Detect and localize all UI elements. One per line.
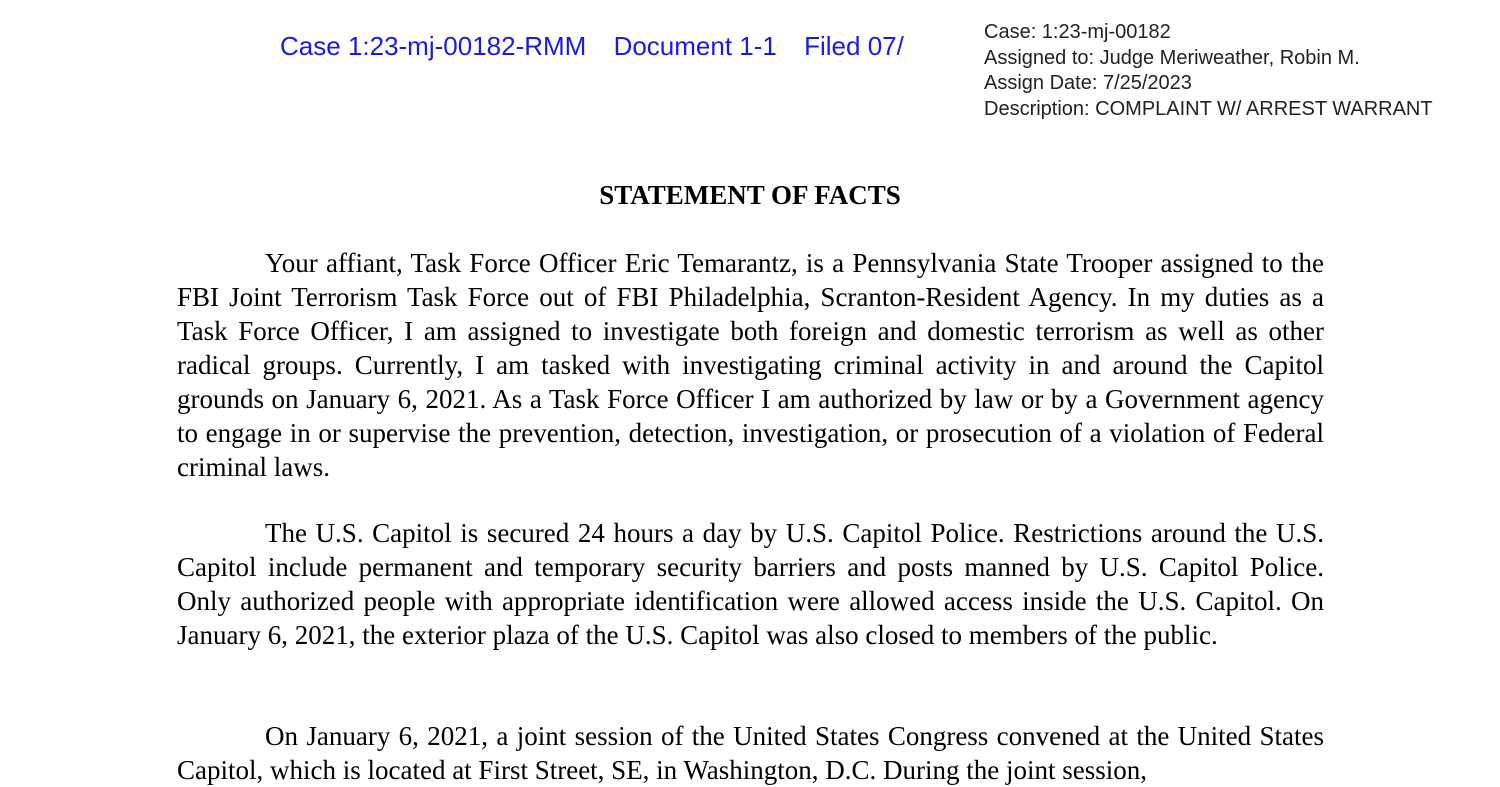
paragraph-3: On January 6, 2021, a joint session of the United States Congress convened at the United States Capitol, which is located at First Street, SE, in Washington, D.C. During the joint session, (177, 721, 1324, 785)
stamp-assigned: Assigned to: Judge Meriweather, Robin M. (984, 46, 1360, 69)
case-number: Case 1:23-mj-00182-RMM (280, 31, 587, 61)
paragraph-2: The U.S. Capitol is secured 24 hours a day by U.S. Capitol Police. Restrictions around the U.S. Capitol include permanent and temporary security barriers and posts manned by U.S. Capitol Police. Only authorized people with appropriate identification were allowed access inside the U.S. Capitol. On January 6, 2021, the exterior plaza of the U.S. Capitol was also closed to members of the public. (177, 518, 1324, 650)
stamp-case: Case: 1:23-mj-00182 (984, 21, 1171, 43)
paragraph-1: Your affiant, Task Force Officer Eric Temarantz, is a Pennsylvania State Trooper assigned to the FBI Joint Terrorism Task Force out of FBI Philadelphia, Scranton-Resident Agency. In my duties as a Task Force Officer, I am assigned to investigate both foreign and domestic terrorism as well as other radical groups. Currently, I am tasked with investigating criminal activity in and around the Capitol grounds on January 6, 2021. As a Task Force Officer I am authorized by law or by a Government agency to engage in or supervise the prevention, detection, investigation, or prosecution of a violation of Federal criminal laws. (177, 248, 1324, 482)
stamp-assign-date: Assign Date: 7/25/2023 (984, 72, 1192, 94)
filed-date: Filed 07/ (804, 31, 904, 61)
document-number: Document 1-1 (613, 31, 777, 61)
clerk-stamp (970, 20, 1500, 122)
stamp-description: Description: COMPLAINT W/ ARREST WARRANT (984, 97, 1433, 120)
page-title: STATEMENT OF FACTS (599, 180, 901, 210)
case-header (280, 30, 970, 62)
